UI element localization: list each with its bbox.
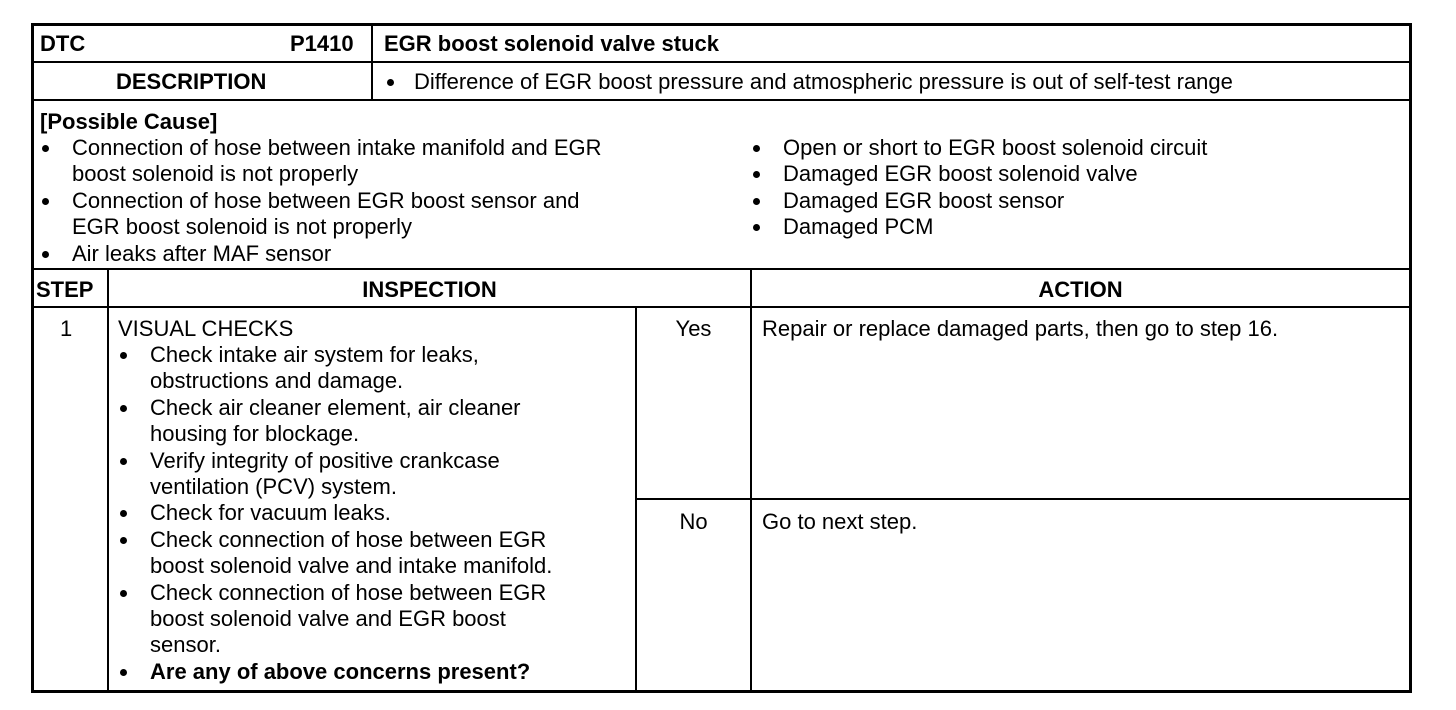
list-item [118, 395, 552, 448]
list-item [40, 241, 602, 267]
list-item [40, 188, 602, 241]
list-item-line: Check connection of hose between EGR [150, 526, 547, 552]
yes-action: Repair or replace damaged parts, then go to step 16. [762, 316, 1279, 341]
row-divider [31, 306, 1412, 308]
row-divider [31, 99, 1412, 101]
description-label: DESCRIPTION [116, 69, 267, 94]
list-item [40, 135, 602, 188]
list-item: Open or short to EGR boost solenoid circuit [751, 135, 1207, 161]
list-item-line: Verify integrity of positive crankcase [150, 447, 500, 473]
list-item-line: Air leaks after MAF sensor [72, 240, 332, 266]
list-item-line: boost solenoid valve and intake manifold. [150, 553, 553, 579]
list-item-line: obstructions and damage. [150, 368, 404, 394]
possible-cause-left-list [40, 135, 602, 267]
possible-cause-heading: [Possible Cause] [40, 109, 218, 134]
yes-no-divider [636, 498, 1412, 500]
list-item-line: sensor. [150, 632, 221, 658]
no-label: No [679, 509, 708, 534]
list-item [118, 500, 552, 526]
step-number: 1 [60, 316, 73, 341]
inspection-question: Are any of above concerns present? [118, 659, 552, 685]
list-item-line: Check for vacuum leaks. [150, 500, 391, 526]
list-item-line: Connection of hose between EGR boost sensor and [72, 187, 580, 213]
inspection-list [118, 342, 552, 685]
list-item-line: Check air cleaner element, air cleaner [150, 394, 521, 420]
list-item [118, 448, 552, 501]
list-item-line: Check intake air system for leaks, [150, 342, 479, 367]
action-col-divider [750, 268, 752, 693]
list-item-line: Connection of hose between intake manifold and EGR [72, 135, 602, 160]
list-item [118, 342, 552, 395]
yes-label: Yes [675, 316, 712, 341]
step-col-divider [107, 268, 109, 693]
col-header-inspection: INSPECTION [362, 277, 497, 302]
row-divider [31, 268, 1412, 270]
list-item-line: Check connection of hose between EGR [150, 579, 547, 605]
dtc-label: DTC [40, 31, 86, 56]
description-text: Difference of EGR boost pressure and atmospheric pressure is out of self-test range [414, 69, 1233, 94]
bullet-icon [387, 79, 394, 86]
possible-cause-right-list [751, 135, 1207, 241]
list-item: Damaged EGR boost solenoid valve [751, 161, 1207, 187]
col-header-action: ACTION [1038, 277, 1123, 302]
header-col-divider [371, 23, 373, 100]
dtc-code: P1410 [290, 31, 354, 56]
list-item-line: boost solenoid is not properly [72, 161, 359, 187]
inspection-title: VISUAL CHECKS [118, 316, 294, 341]
list-item: Damaged EGR boost sensor [751, 188, 1207, 214]
list-item-line: boost solenoid valve and EGR boost [150, 606, 506, 632]
list-item [118, 527, 552, 580]
dtc-title: EGR boost solenoid valve stuck [384, 31, 719, 56]
list-item-line: housing for blockage. [150, 421, 360, 447]
no-action: Go to next step. [762, 509, 918, 534]
list-item-line: ventilation (PCV) system. [150, 474, 397, 500]
row-divider [31, 61, 1412, 63]
list-item: Damaged PCM [751, 214, 1207, 240]
list-item-line: EGR boost solenoid is not properly [72, 214, 412, 240]
col-header-step: STEP [36, 277, 94, 302]
answer-col-divider [635, 306, 637, 693]
list-item [118, 580, 552, 659]
